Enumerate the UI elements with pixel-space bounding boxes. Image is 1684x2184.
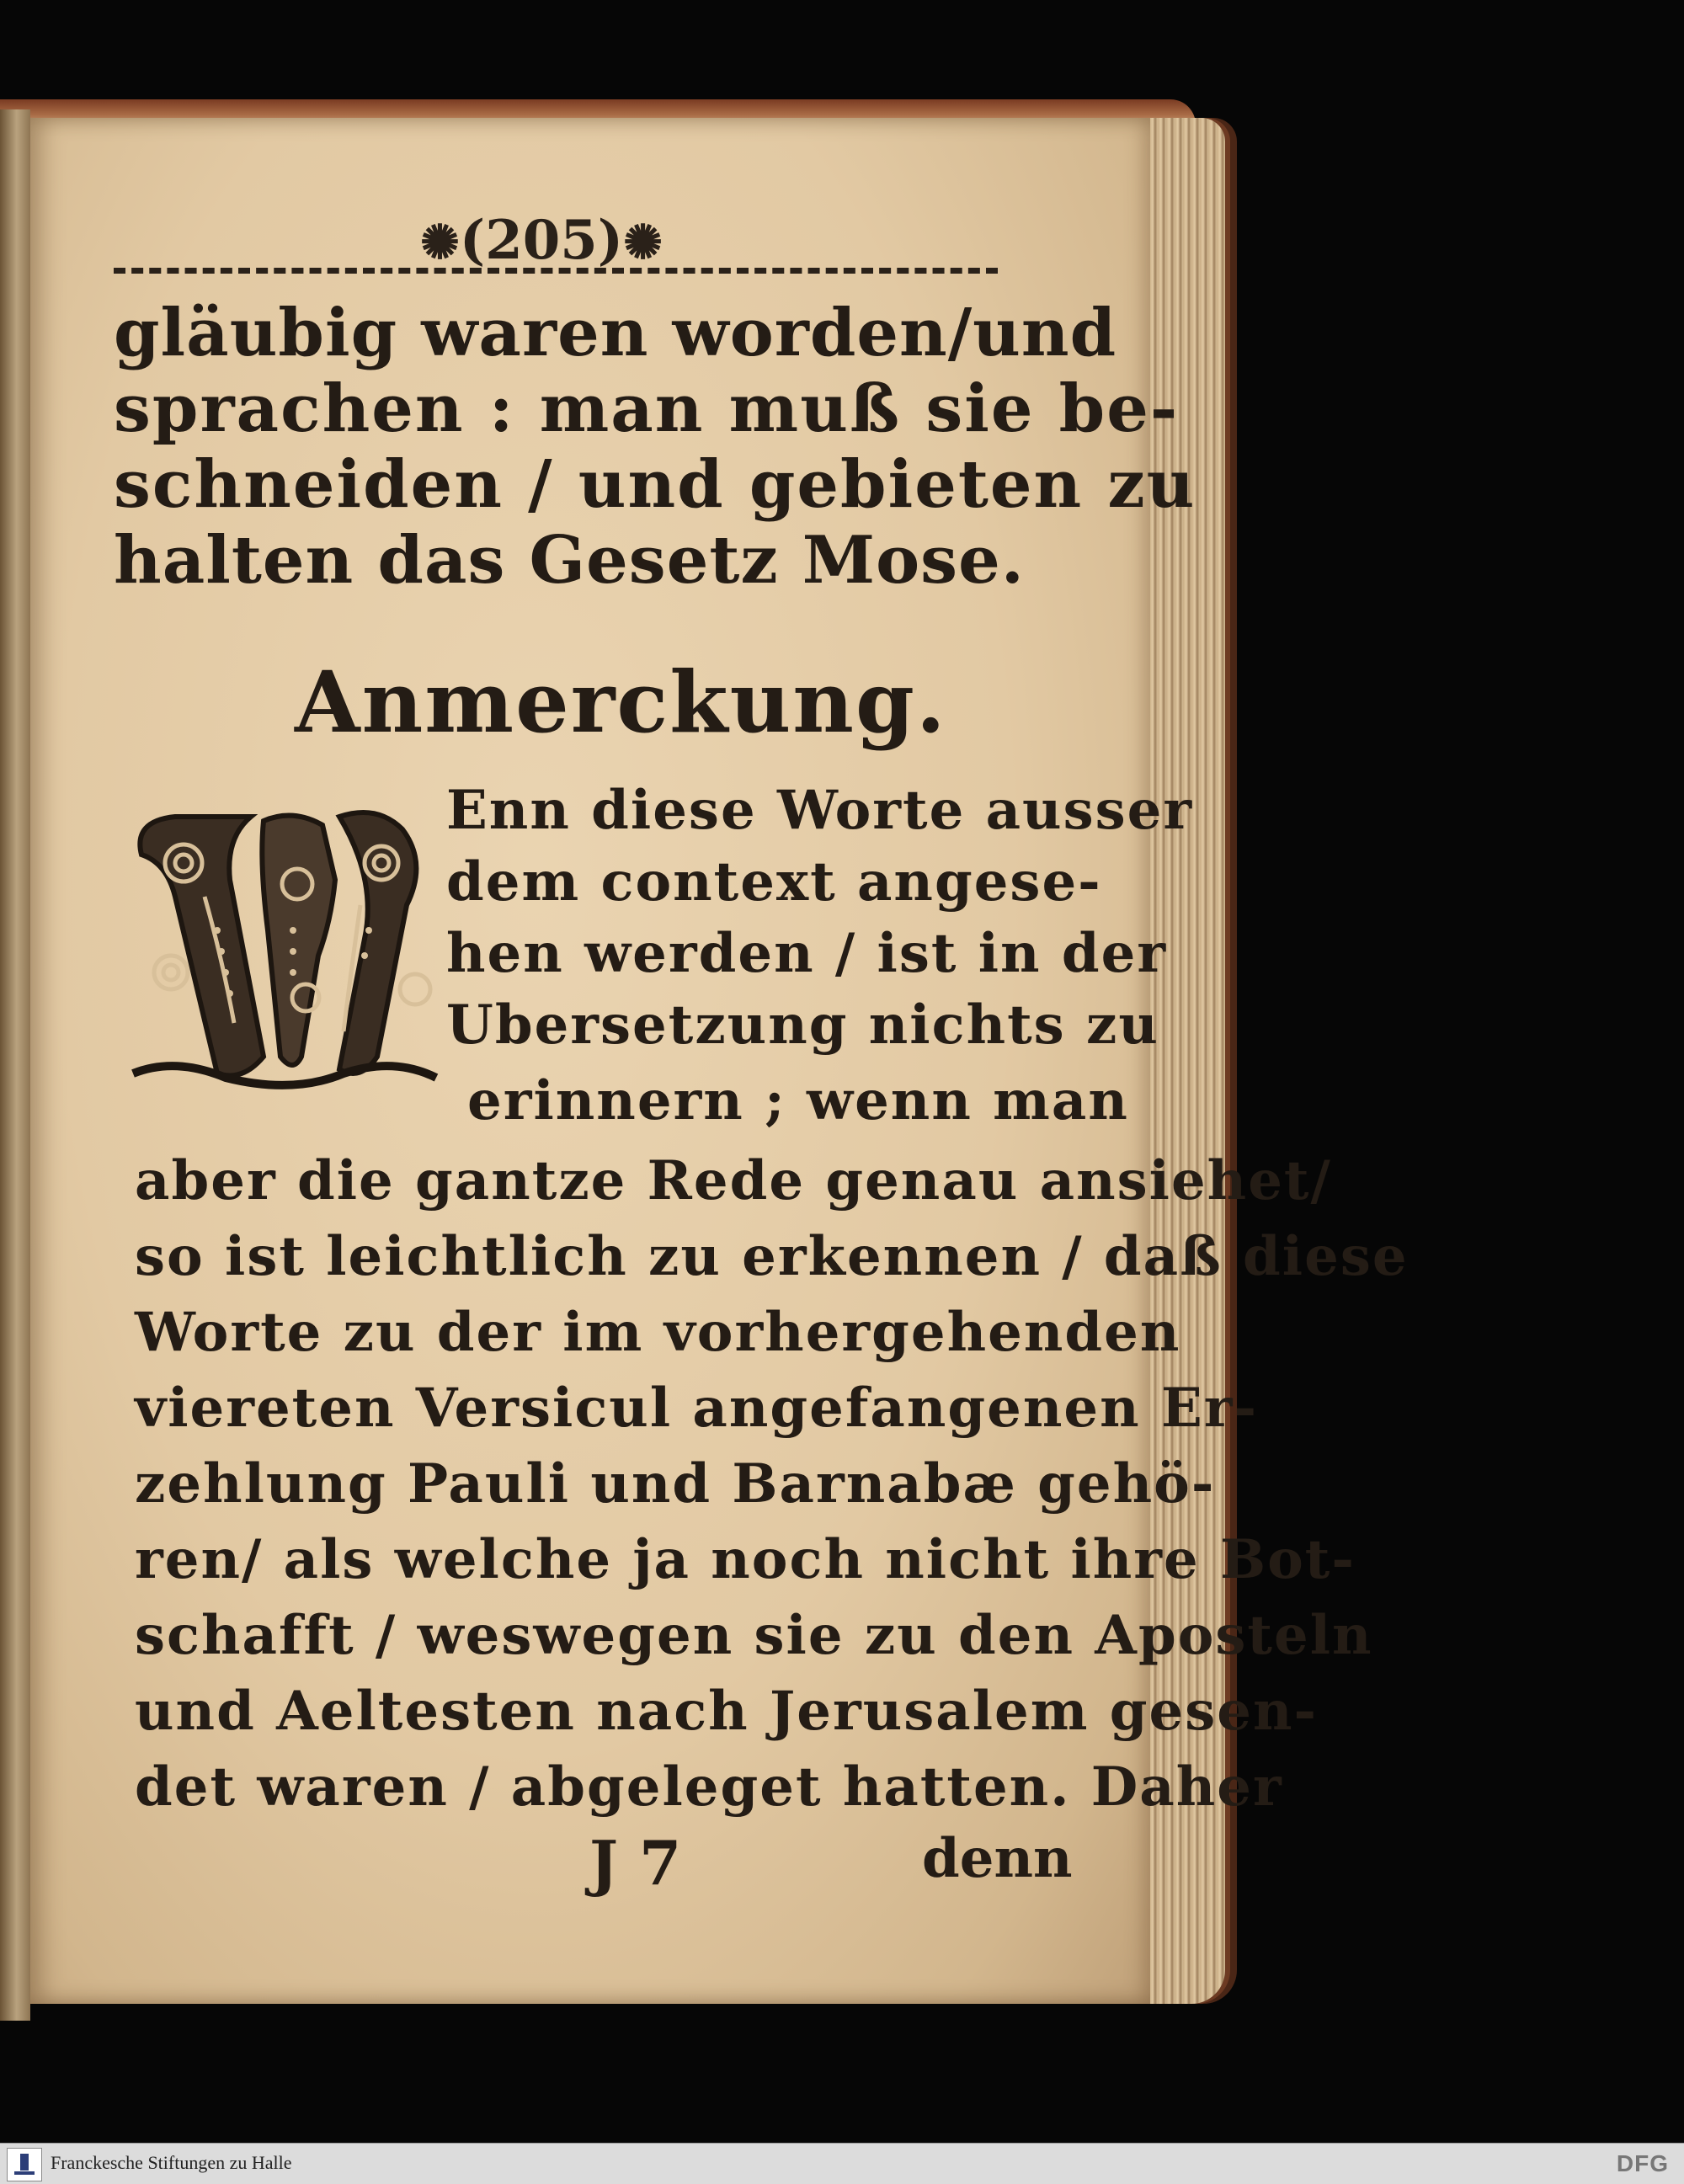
francke-foundation-logo-icon[interactable] — [7, 2148, 42, 2181]
text-line: det waren / abgeleget hatten. Daher — [135, 1755, 1283, 1819]
catchword: denn — [922, 1827, 1073, 1890]
text-line: Ubersetzung nichts zu — [446, 993, 1159, 1057]
ornament-right-icon: ✺ — [623, 215, 663, 270]
text-line: gläubig waren worden/und — [114, 295, 1117, 371]
text-line: dem context angese- — [446, 850, 1102, 914]
text-line: sprachen : man muß sie be- — [114, 370, 1180, 447]
header-rule — [114, 268, 998, 282]
text-line: halten das Gesetz Mose. — [114, 522, 1025, 599]
text-line: viereten Versicul angefangenen Er- — [135, 1377, 1258, 1440]
text-line: schafft / weswegen sie zu den Aposteln — [135, 1604, 1373, 1667]
text-line: aber die gantze Rede genau ansiehet/ — [135, 1149, 1332, 1212]
text-line: Enn diese Worte ausser — [446, 779, 1194, 842]
text-line: schneiden / und gebieten zu — [114, 446, 1196, 523]
page-number-text: (205) — [459, 209, 624, 272]
footer-institution-link[interactable]: Franckesche Stiftungen zu Halle — [51, 2152, 292, 2173]
decorated-initial-w — [125, 804, 440, 1095]
signature-mark: J 7 — [589, 1827, 682, 1899]
page-number — [411, 209, 672, 276]
text-line: hen werden / ist in der — [446, 922, 1168, 985]
section-heading: Anmerckung. — [295, 653, 947, 752]
ornament-left-icon: ✺ — [420, 215, 460, 270]
text-line: so ist leichtlich zu erkennen / daß diese — [135, 1225, 1409, 1288]
text-line: zehlung Pauli und Barnabæ gehö- — [135, 1452, 1216, 1515]
viewer-footer — [0, 2143, 1684, 2184]
dfg-logo[interactable]: DFG — [1616, 2150, 1669, 2176]
spine-page-edge — [0, 109, 30, 2021]
text-line: erinnern ; wenn man — [467, 1069, 1129, 1132]
text-line: und Aeltesten nach Jerusalem gesen- — [135, 1680, 1319, 1743]
text-line: Worte zu der im vorhergehenden — [135, 1301, 1181, 1364]
text-line: ren/ als welche ja noch nicht ihre Bot- — [135, 1528, 1356, 1591]
